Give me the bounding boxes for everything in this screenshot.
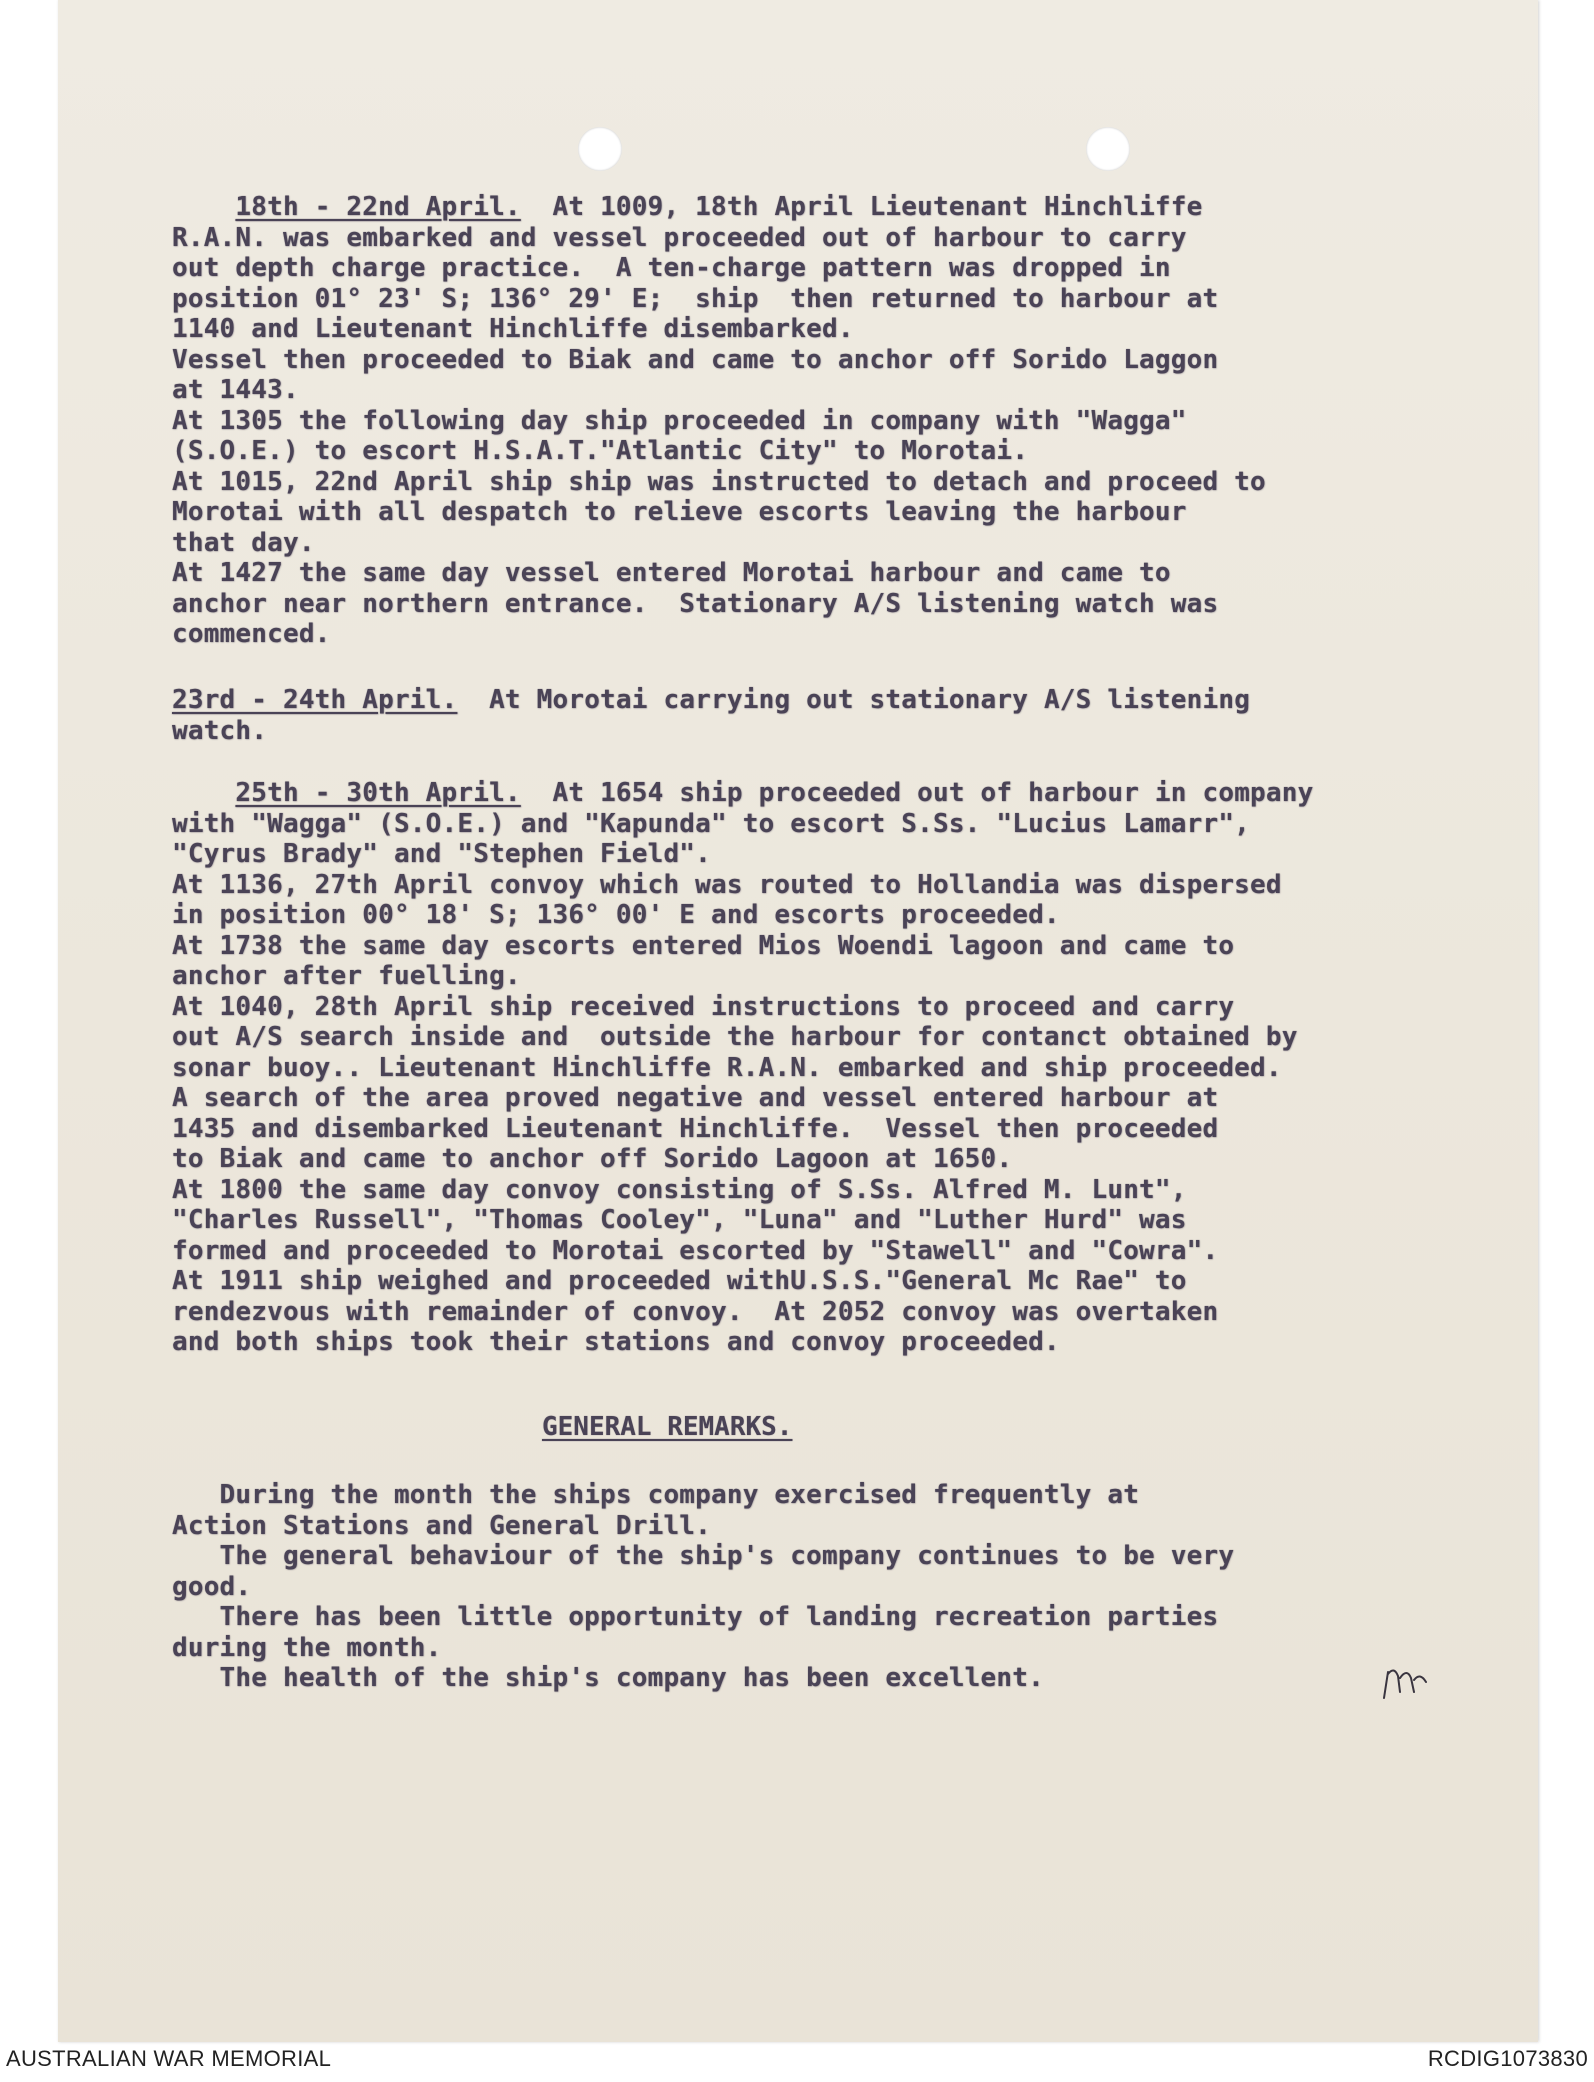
line: A search of the area proved negative and vessel entered harbour at (172, 1083, 1219, 1113)
section-heading: 18th - 22nd April. (235, 192, 521, 222)
line: At 1040, 28th April ship received instructions to proceed and carry (172, 991, 1235, 1022)
general-remarks-heading: GENERAL REMARKS. (542, 1412, 793, 1442)
section-23-24-april (172, 685, 1522, 746)
line: During the month the ships company exercised frequently at (172, 1480, 1140, 1510)
line: The health of the ship's company has been excellent. (172, 1663, 1044, 1693)
section-heading: 25th - 30th April. (235, 778, 521, 808)
line: that day. (172, 527, 315, 558)
line: 18th - 22nd April. At 1009, 18th April Lieutenant Hinchliffe (235, 192, 1203, 222)
line: good. (172, 1571, 252, 1602)
line: anchor near northern entrance. Stationary A/S listening watch was (172, 588, 1219, 619)
footer-record-id: RCDIG1073830 (1427, 2046, 1588, 2071)
line: during the month. (172, 1632, 442, 1663)
line: 25th - 30th April. At 1654 ship proceeded out of harbour in company (235, 778, 1314, 808)
line: At 1738 the same day escorts entered Mios Woendi lagoon and came to (172, 930, 1235, 961)
line: 1140 and Lieutenant Hinchliffe disembarked. (172, 314, 854, 344)
handwritten-initials (1380, 1662, 1430, 1702)
section-heading: 23rd - 24th April. (172, 685, 458, 715)
line: out A/S search inside and outside the harbour for contanct obtained by (172, 1022, 1298, 1052)
section-18-22-april (172, 192, 1522, 650)
section-25-30-april (172, 778, 1522, 1358)
line: Vessel then proceeded to Biak and came to anchor off Sorido Laggon (172, 344, 1219, 375)
line: "Charles Russell", "Thomas Cooley", "Luna" and "Luther Hurd" was (172, 1205, 1187, 1235)
line: formed and proceeded to Morotai escorted by "Stawell" and "Cowra". (172, 1235, 1219, 1266)
line: at 1443. (172, 375, 299, 405)
line: 1435 and disembarked Lieutenant Hinchliffe. Vessel then proceeded (172, 1113, 1219, 1144)
line: At 1305 the following day ship proceeded in company with "Wagga" (172, 405, 1187, 436)
line: At 1136, 27th April convoy which was routed to Hollandia was dispersed (172, 869, 1282, 900)
punch-hole-right (1086, 127, 1130, 171)
line: At 1427 the same day vessel entered Morotai harbour and came to (172, 558, 1171, 588)
line: and both ships took their stations and convoy proceeded. (172, 1327, 1060, 1357)
line: "Cyrus Brady" and "Stephen Field". (172, 839, 712, 869)
line: There has been little opportunity of landing recreation parties (172, 1602, 1219, 1632)
line: watch. (172, 715, 268, 746)
line: rendezvous with remainder of convoy. At 2052 convoy was overtaken (172, 1296, 1219, 1327)
line: At 1015, 22nd April ship ship was instructed to detach and proceed to (172, 466, 1266, 497)
line: R.A.N. was embarked and vessel proceeded out of harbour to carry (172, 222, 1187, 253)
line: in position 00° 18' S; 136° 00' E and escorts proceeded. (172, 900, 1060, 930)
line: Action Stations and General Drill. (172, 1510, 712, 1541)
line: At 1800 the same day convoy consisting of S.Ss. Alfred M. Lunt", (172, 1174, 1187, 1205)
line: (S.O.E.) to escort H.S.A.T."Atlantic City" to Morotai. (172, 436, 1029, 466)
line: to Biak and came to anchor off Sorido Lagoon at 1650. (172, 1144, 1013, 1174)
line: anchor after fuelling. (172, 961, 521, 991)
line: with "Wagga" (S.O.E.) and "Kapunda" to escort S.Ss. "Lucius Lamarr", (172, 808, 1251, 839)
line: 23rd - 24th April. At Morotai carrying out stationary A/S listening (172, 685, 1251, 715)
line: commenced. (172, 619, 331, 649)
line: The general behaviour of the ship's company continues to be very (172, 1541, 1235, 1571)
line: sonar buoy.. Lieutenant Hinchliffe R.A.N. embarked and ship proceeded. (172, 1052, 1282, 1083)
general-remarks-body (172, 1480, 1522, 1694)
line: Morotai with all despatch to relieve escorts leaving the harbour (172, 497, 1187, 527)
line: At 1911 ship weighed and proceeded withU.S.S."General Mc Rae" to (172, 1266, 1187, 1296)
footer-archive-name: AUSTRALIAN WAR MEMORIAL (6, 2046, 332, 2071)
line: out depth charge practice. A ten-charge pattern was dropped in (172, 253, 1171, 283)
punch-hole-left (578, 127, 622, 171)
line: position 01° 23' S; 136° 29' E; ship then returned to harbour at (172, 283, 1219, 314)
